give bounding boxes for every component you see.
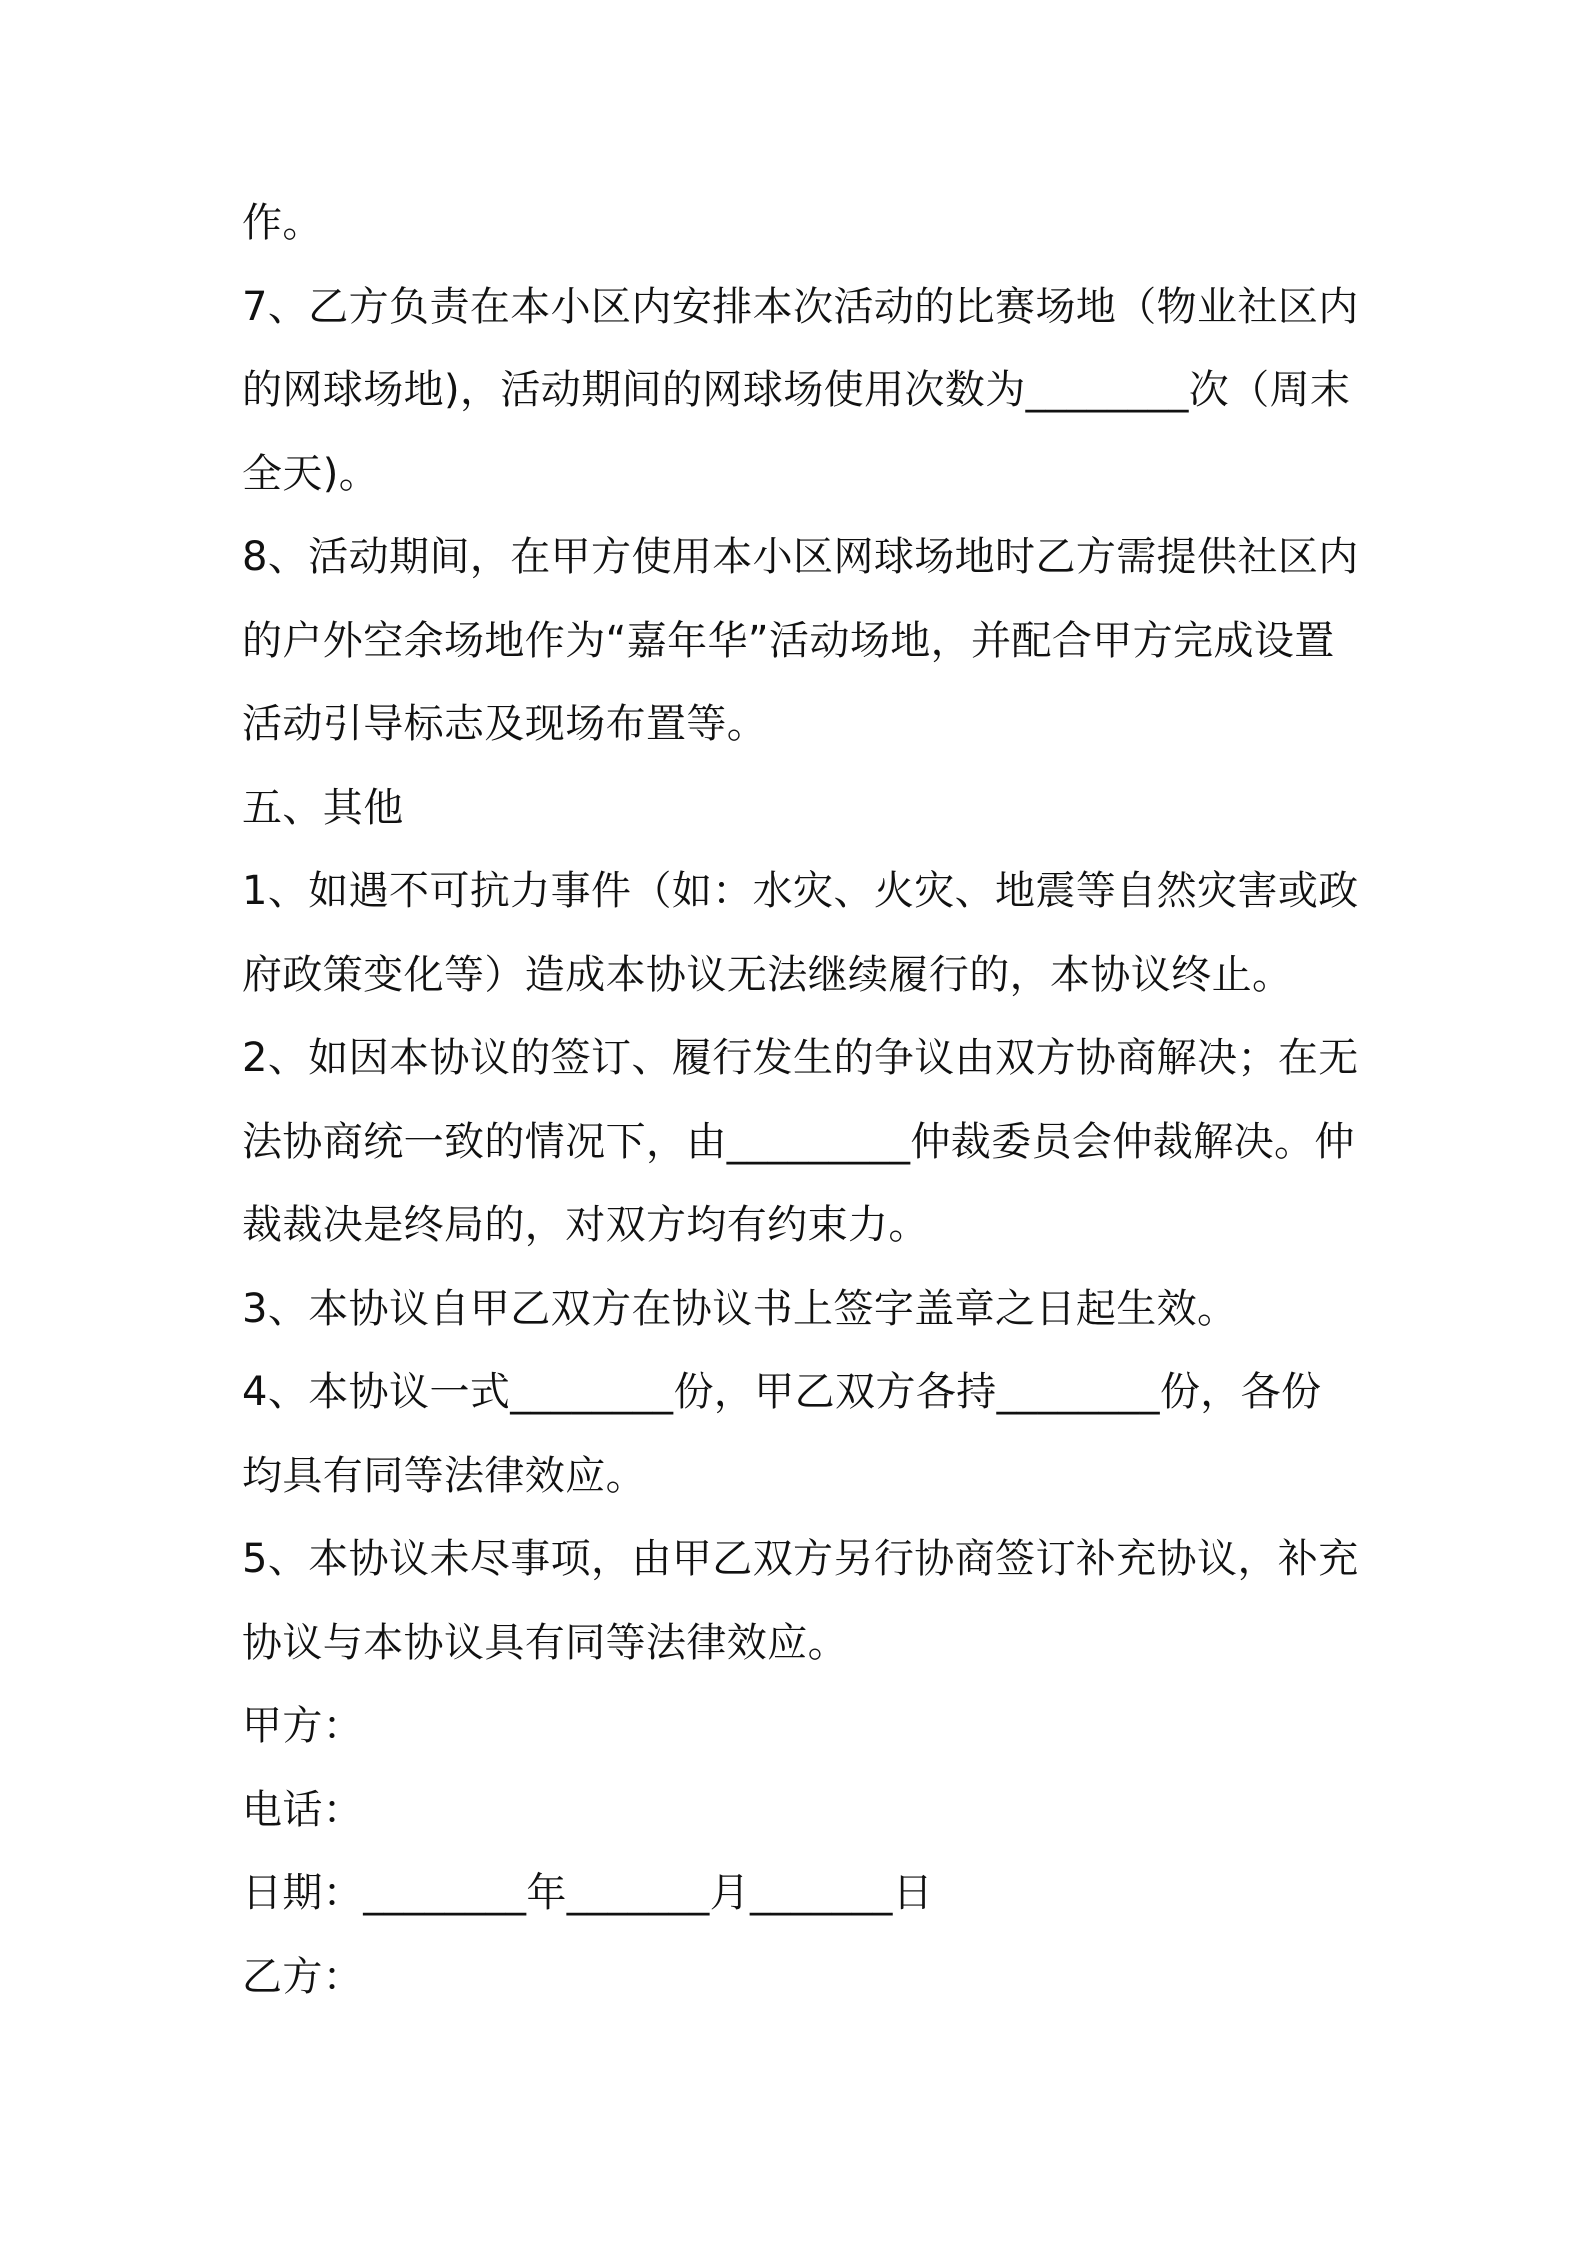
signature-party-a: 甲方： [242, 1703, 364, 1749]
clause-7-line-3: 全天)。 [242, 450, 380, 497]
other-clause-5-line-1: 5、本协议未尽事项，由甲乙双方另行协商签订补充协议，补充 [242, 1536, 1359, 1582]
other-clause-2-line-3: 裁裁决是终局的，对双方均有约束力。 [242, 1202, 929, 1248]
other-clause-3-line-1: 3、本协议自甲乙双方在协议书上签字盖章之日起生效。 [242, 1285, 1238, 1332]
section-heading-other: 五、其他 [242, 784, 404, 831]
clause-8-line-3: 活动引导标志及现场布置等。 [242, 701, 768, 747]
clause-7-line-1: 7、乙方负责在本小区内安排本次活动的比赛场地（物业社区内 [242, 283, 1359, 330]
clause-8-line-1: 8、活动期间，在甲方使用本小区网球场地时乙方需提供社区内 [242, 534, 1359, 580]
other-clause-5-line-2: 协议与本协议具有同等法律效应。 [242, 1619, 848, 1666]
other-clause-4-line-2: 均具有同等法律效应。 [242, 1452, 646, 1499]
signature-phone: 电话： [242, 1786, 364, 1833]
other-clause-2-line-1: 2、如因本协议的签订、履行发生的争议由双方协商解决；在无 [242, 1035, 1359, 1081]
other-clause-1-line-1: 1、如遇不可抗力事件（如：水灾、火灾、地震等自然灾害或政 [242, 868, 1359, 914]
signature-date: 日期：________年_______月_______日 [242, 1870, 934, 1916]
signature-party-b: 乙方： [242, 1953, 364, 2000]
document-body [242, 182, 1362, 2019]
other-clause-1-line-2: 府政策变化等）造成本协议无法继续履行的，本协议终止。 [242, 951, 1293, 998]
other-clause-4-line-1: 4、本协议一式________份，甲乙双方各持________份，各份 [242, 1369, 1322, 1415]
other-clause-2-line-2: 法协商统一致的情况下，由_________仲裁委员会仲裁解决。仲 [242, 1118, 1355, 1165]
text-line-continuation: 作。 [242, 200, 323, 246]
clause-8-line-2: 的户外空余场地作为“嘉年华”活动场地，并配合甲方完成设置 [242, 617, 1335, 664]
clause-7-line-2: 的网球场地)，活动期间的网球场使用次数为________次（周末 [242, 367, 1351, 413]
